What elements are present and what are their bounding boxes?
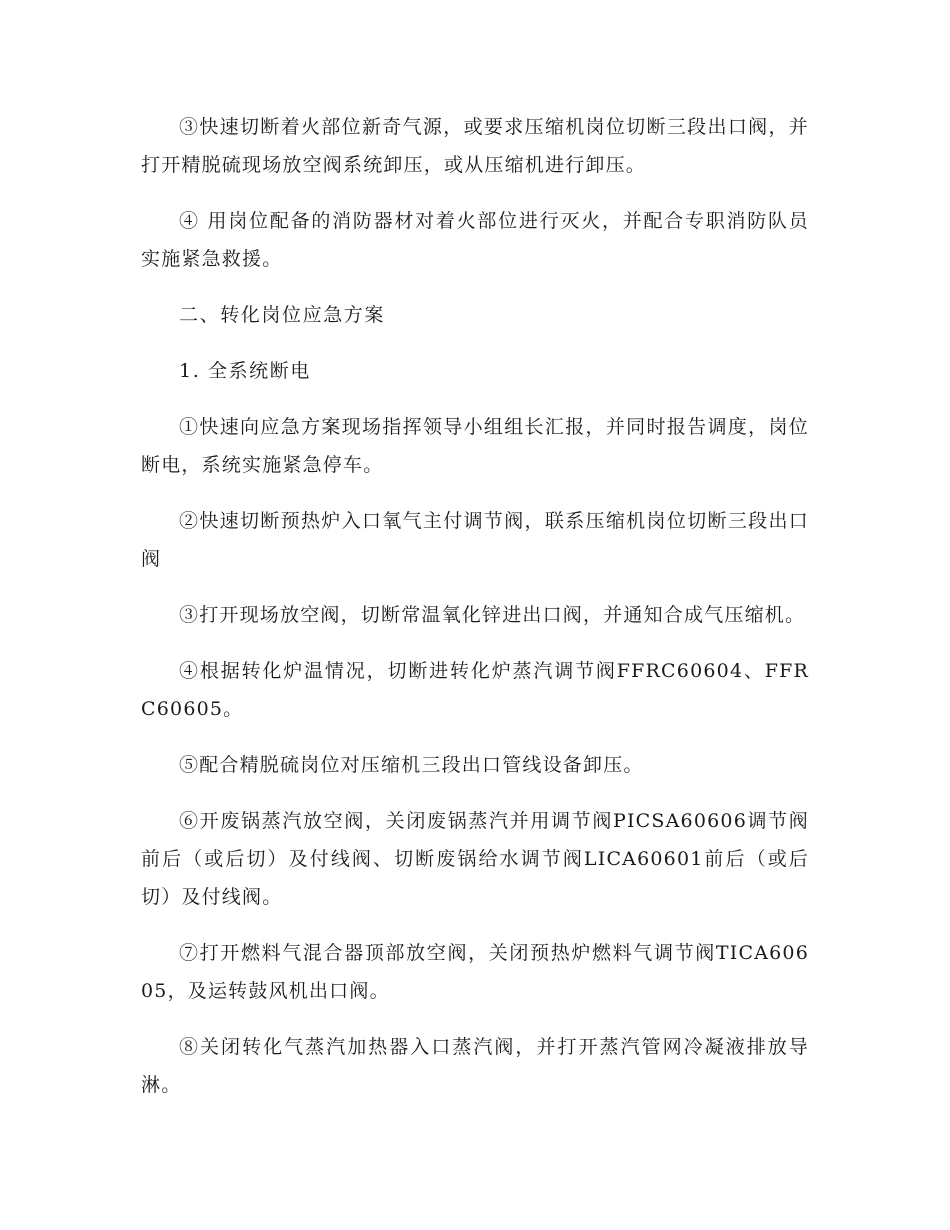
paragraph-step-1: ①快速向应急方案现场指挥领导小组组长汇报，并同时报告调度，岗位断电，系统实施紧急停车。 xyxy=(141,416,809,476)
paragraph-step-6: ⑥开废锅蒸汽放空阀，关闭废锅蒸汽并用调节阀PICSA60606调节阀前后（或后切）及付线阀、切断废锅给水调节阀LICA60601前后（或后切）及付线阀。 xyxy=(141,810,809,908)
paragraph-step-3: ③打开现场放空阀，切断常温氧化锌进出口阀，并通知合成气压缩机。 xyxy=(179,604,806,626)
paragraph-step-5: ⑤配合精脱硫岗位对压缩机三段出口管线设备卸压。 xyxy=(179,754,644,776)
paragraph-step-2: ②快速切断预热炉入口氧气主付调节阀，联系压缩机岗位切断三段出口阀 xyxy=(141,510,809,570)
section-heading: 二、转化岗位应急方案 xyxy=(179,304,386,326)
paragraph-step-4-fire: ④ 用岗位配备的消防器材对着火部位进行灭火，并配合专职消防队员实施紧急救援。 xyxy=(141,210,809,270)
paragraph-step-7: ⑦打开燃料气混合器顶部放空阀，关闭预热炉燃料气调节阀TICA60605，及运转鼓风机出口阀。 xyxy=(141,942,809,1002)
paragraph-step-8: ⑧关闭转化气蒸汽加热器入口蒸汽阀，并打开蒸汽管网冷凝液排放导淋。 xyxy=(141,1036,809,1096)
paragraph-step-3-fire: ③快速切断着火部位新奇气源，或要求压缩机岗位切断三段出口阀，并打开精脱硫现场放空阀系统卸压，或从压缩机进行卸压。 xyxy=(141,116,809,176)
subsection-heading: 1. 全系统断电 xyxy=(179,360,311,382)
paragraph-step-4: ④根据转化炉温情况，切断进转化炉蒸汽调节阀FFRC60604、FFRC60605。 xyxy=(141,660,809,720)
document-body xyxy=(141,108,809,1122)
